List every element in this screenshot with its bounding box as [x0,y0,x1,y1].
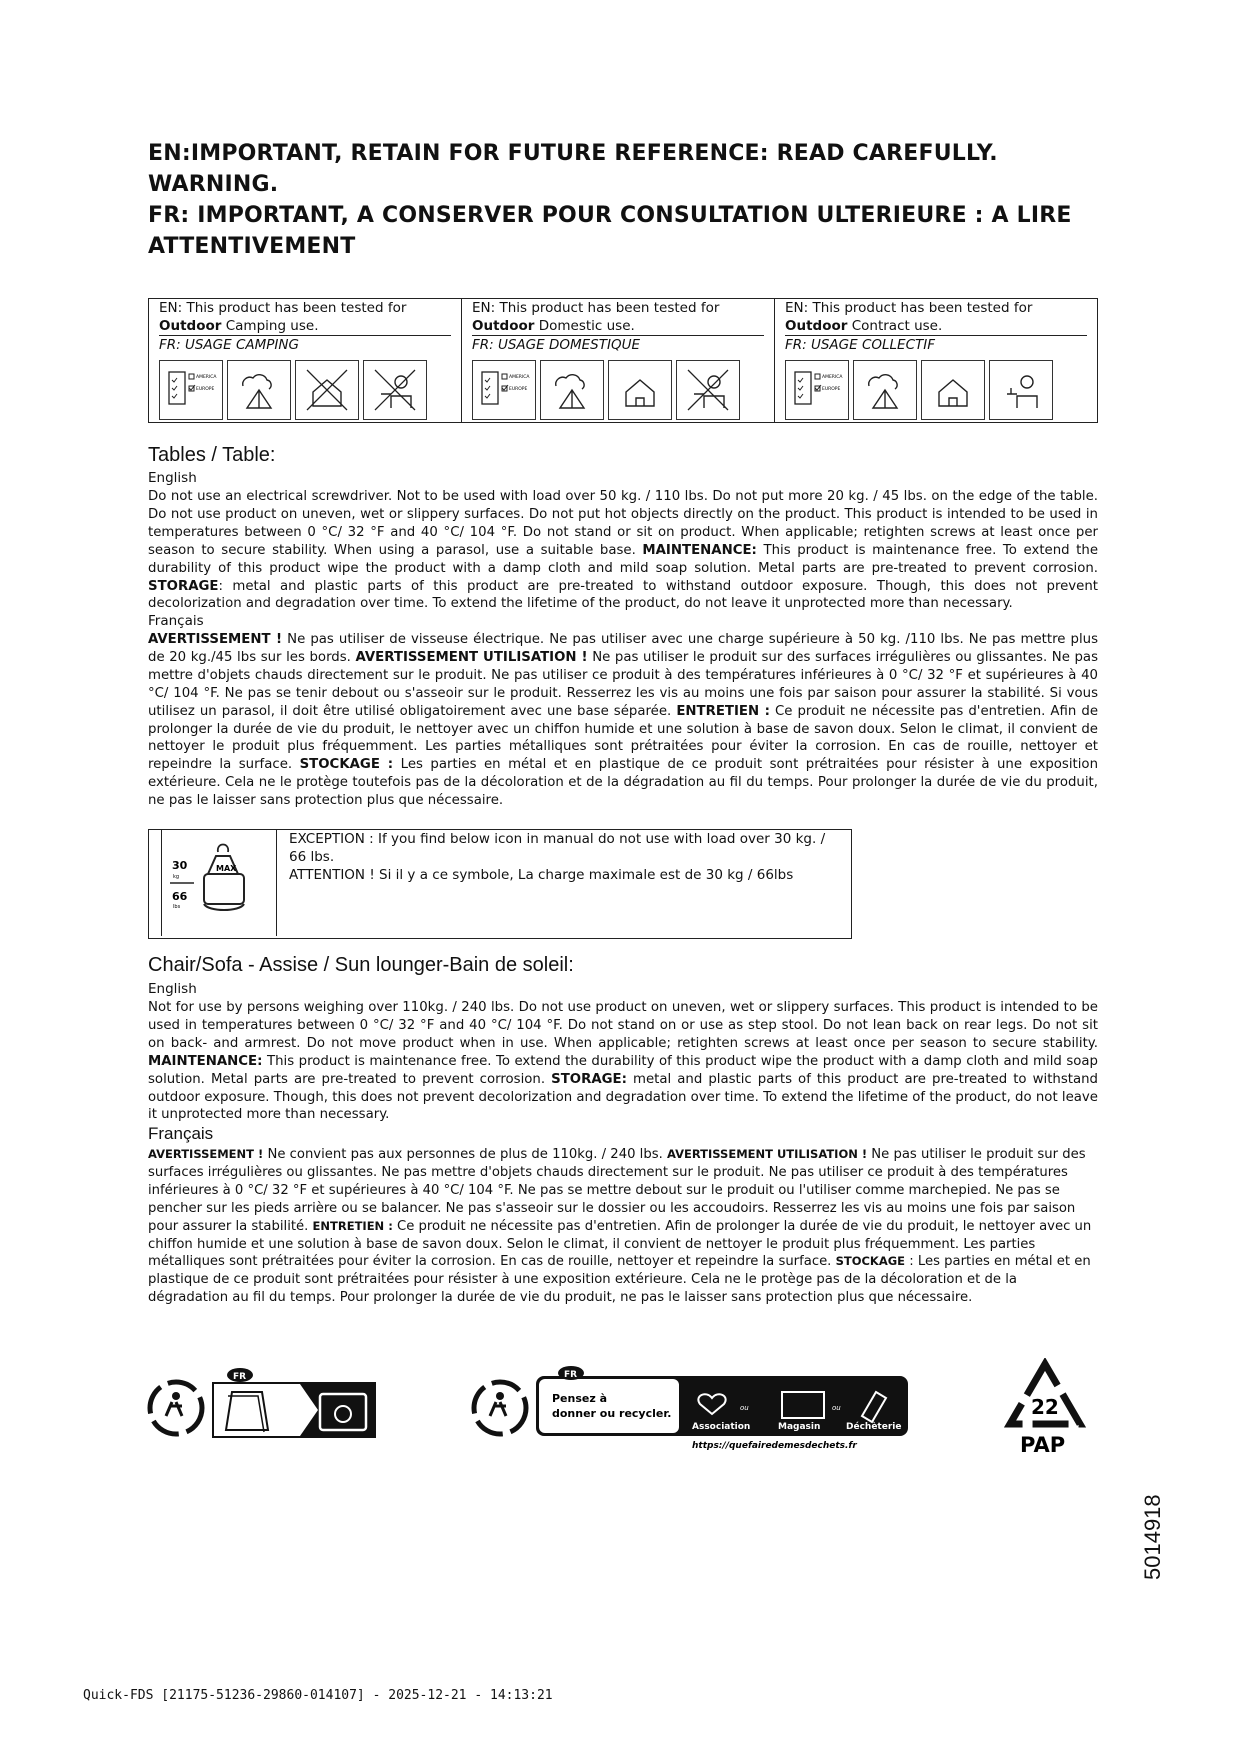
magasin-label: Magasin [778,1422,821,1432]
pap-recycling-symbol [1000,1358,1090,1458]
europe-label: EUROPE [196,387,215,392]
page-heading [148,138,1108,262]
warning-use-label: AVERTISSEMENT UTILISATION ! [355,649,588,665]
tables-en-label: English [148,470,197,486]
tent-outdoor-icon [227,360,291,420]
no-house-icon [295,360,359,420]
europe-label: EUROPE [509,387,528,392]
tables-en-text: Do not use an electrical screwdriver. Not to be used with load over 50 kg. / 110 lbs. Do not put more 20 kg. / 45 lbs. on the edge of the table. Do not use product on uneven, wet or slippery surfaces. Do not put hot objects directly on the product. This product is intended to be used in temperatures between 0 °C/ 32 °F and 40 °C/ 104 °F. Do not stand or sit on product. When applicable; retighten screws at least once per season to secure stability. When using a parasol, use a suitable base. MAINTENANCE: This product is maintenance free. To extend the durability of this product wipe the product with a damp cloth and mild soap solution. Metal parts are pre-treated to prevent corrosion. STORAGE: metal and plastic parts of this product are pre-treated to withstand outdoor exposure. Though, this does not prevent decolorization and degradation over time. To extend the lifetime of the product, do not leave it unprotected more than necessary. [148,489,1099,612]
exception-box [148,829,852,939]
entretien-label: ENTRETIEN : [676,703,770,719]
triman-icon [150,1382,202,1434]
usage-outdoor: Outdoor [785,318,848,334]
usage-en-line: EN: This product has been tested for [159,300,407,316]
house-icon [921,360,985,420]
recycle-url: https://quefairedemesdechets.fr [692,1441,857,1451]
usage-fr: FR: USAGE DOMESTIQUE [472,335,764,354]
usage-en-line: EN: This product has been tested for [785,300,1033,316]
stockage-label: STOCKAGE : [299,757,394,773]
maintenance-label: MAINTENANCE: [642,542,757,558]
usage-type: Contract use. [847,318,943,334]
pap-label: PAP [1020,1433,1066,1457]
triman-paper-logo [146,1366,378,1440]
america-label: AMERICA [509,375,530,380]
donate-line-1: Pensez à [552,1392,608,1405]
storage-label: STORAGE [148,578,219,594]
fr-tag: FR [233,1372,247,1382]
warning-label: AVERTISSEMENT ! [148,632,283,647]
donate-line-2: donner ou recycler. [552,1407,672,1420]
entretien-label: ENTRETIEN : [312,1218,393,1233]
usage-fr: FR: USAGE CAMPING [159,335,451,354]
heading-line-3: FR: IMPORTANT, A CONSERVER POUR CONSULTATION ULTERIEURE : A LIRE [148,203,1072,228]
usage-cell-contract [775,299,1098,423]
tables-fr-label: Français [148,613,204,629]
decheterie-label: Déchèterie [846,1422,902,1432]
vertical-code: 5014918 [1140,1494,1165,1580]
usage-type: Camping use. [221,318,319,334]
tent-outdoor-icon [540,360,604,420]
max-label: MAX [216,864,237,873]
heading-line-1: EN:IMPORTANT, RETAIN FOR FUTURE REFERENCE: READ CAREFULLY. [148,141,998,166]
checklist-icon [785,360,849,420]
footer-id: Quick-FDS [21175-51236-29860-014107] - 2025-12-21 - 14:13:21 [83,1688,553,1703]
heading-line-4: ATTENTIVEMENT [148,234,356,259]
stockage-label: STOCKAGE [835,1254,906,1269]
chair-en-text: Not for use by persons weighing over 110kg. / 240 lbs. Do not use product on uneven, wet or slippery surfaces. This product is intended to be used in temperatures between 0 °C/ 32 °F and 40 °C/ 104 °F. Do not stand on or use as step stool. Do not lean back on rear legs. Do not sit on back- and armrest. Do not move product when in use. When applicable; retighten screws at least once per season to secure stability. MAINTENANCE: This product is maintenance free. To extend the durability of this product wipe the product with a damp cloth and mild soap solution. Metal parts are pre-treated to prevent corrosion. STORAGE: metal and plastic parts of this product are pre-treated to withstand outdoor exposure. Though, this does not prevent decolorization and degradation over time. To extend the lifetime of the product, do not leave it unprotected more than necessary. [148,1000,1098,1123]
tent-outdoor-icon [853,360,917,420]
usage-cell-domestic [462,299,775,423]
ou-1: ou [740,1404,749,1412]
checklist-icon [159,360,223,420]
max-lbs-unit: lbs [173,904,181,910]
usage-fr: FR: USAGE COLLECTIF [785,335,1087,354]
chair-fr-text: AVERTISSEMENT ! Ne convient pas aux personnes de plus de 110kg. / 240 lbs. AVERTISSEMENT UTILISATION ! Ne pas utiliser le produit sur des surfaces irrégulières ou glissantes. Ne pas mettre d'objets chauds directement sur le produit. Ne pas utiliser ce produit à des températures inférieures à 0 °C/ 32 °F et supérieures à 40 °C/ 104 °F. Ne pas se mettre debout sur le produit ou l'utiliser comme marchepied. Ne pas se pencher sur les pieds arrière ou se balancer. Ne pas s'asseoir sur le dossier ou les accoudoirs. Resserrez les vis au moins une fois par saison pour assurer la stabilité. ENTRETIEN : Ce produit ne nécessite pas d'entretien. Afin de prolonger la durée de vie du produit, le nettoyer avec un chiffon humide et une solution à base de savon doux. Selon le climat, il convient de nettoyer le produit plus fréquemment. Les parties métalliques sont prétraitées pour éviter la corrosion. En cas de rouille, nettoyer et repeindre la surface. STOCKAGE : Les parties en métal et en plastique de ce produit sont prétraitées pour résister à une exposition extérieure. Cela ne le protège pas de la décoloration et de la dégradation au fil du temps. Pour prolonger la durée de vie du produit, ne pas le laisser sans protection plus que nécessaire. [148,1147,1092,1306]
america-label: AMERICA [196,375,217,380]
fr-tag: FR [564,1370,578,1380]
max-kg-unit: kg [173,874,180,880]
max-kg: 30 [172,859,188,872]
house-icon [608,360,672,420]
warning-use-label: AVERTISSEMENT UTILISATION ! [666,1147,868,1161]
usage-outdoor: Outdoor [159,318,222,334]
exception-line-3: ATTENTION ! Si il y a ce symbole, La charge maximale est de 30 kg / 66lbs [289,867,794,883]
usage-icons-camping [159,354,451,422]
usage-type: Domestic use. [534,318,635,334]
europe-label: EUROPE [822,387,841,392]
america-label: AMERICA [822,375,843,380]
max-lbs: 66 [172,890,188,903]
tables-title: Tables / Table: [148,444,276,466]
heading-line-2: WARNING. [148,172,279,197]
waiter-icon [989,360,1053,420]
usage-table [148,298,1098,423]
maintenance-label: MAINTENANCE: [148,1053,263,1069]
max-load-icon [161,830,277,936]
tables-fr-text: AVERTISSEMENT ! Ne pas utiliser de visseuse électrique. Ne pas utiliser avec une charge supérieure à 50 kg. /110 lbs. Ne pas mettre plus de 20 kg./45 lbs sur les bords. AVERTISSEMENT UTILISATION ! Ne pas utiliser le produit sur des surfaces irrégulières ou glissantes. Ne pas mettre d'objets chauds directement sur le produit. Ne pas utiliser ce produit à des températures inférieures à 0 °C/ 32 °F et supérieures à 40 °C/ 104 °F. Ne pas se tenir debout ou s'asseoir sur le produit. Resserrez les vis au moins une fois par saison pour assurer la stabilité. Si vous utilisez un parasol, il doit être utilisé obligatoirement avec une base séparée. ENTRETIEN : Ce produit ne nécessite pas d'entretien. Afin de prolonger la durée de vie du produit, le nettoyer avec un chiffon humide et une solution à base de savon doux. Selon le climat, il convient de nettoyer le produit plus fréquemment. Les parties métalliques sont prétraitées pour éviter la corrosion. En cas de rouille, nettoyer et repeindre la surface. STOCKAGE : Les parties en métal et en plastique de ce produit sont prétraitées pour résister à une exposition extérieure. Cela ne le protège toutefois pas de la décoloration et de la dégradation au fil du temps. Pour prolonger la durée de vie du produit, ne pas le laisser sans protection plus que nécessaire. [148,632,1098,809]
exception-line-2: 66 lbs. [289,849,335,865]
donate-recycle-logo [470,1366,910,1454]
checklist-icon [472,360,536,420]
storage-label: STORAGE: [551,1071,627,1087]
exception-line-1: EXCEPTION : If you find below icon in manual do not use with load over 30 kg. / [289,831,826,847]
no-contract-icon [363,360,427,420]
triman-icon [474,1382,526,1434]
no-contract-icon [676,360,740,420]
usage-icons-domestic [472,354,764,422]
pap-number: 22 [1031,1395,1059,1419]
usage-outdoor: Outdoor [472,318,535,334]
exception-text [289,830,849,884]
chair-en-label: English [148,981,197,997]
warning-label: AVERTISSEMENT ! [148,1147,264,1161]
association-label: Association [692,1422,751,1432]
usage-cell-camping [149,299,462,423]
ou-2: ou [832,1404,841,1412]
usage-en-line: EN: This product has been tested for [472,300,720,316]
chair-fr-label: Français [148,1124,214,1143]
chair-title: Chair/Sofa - Assise / Sun lounger-Bain de soleil: [148,954,574,976]
usage-icons-contract [785,354,1087,422]
